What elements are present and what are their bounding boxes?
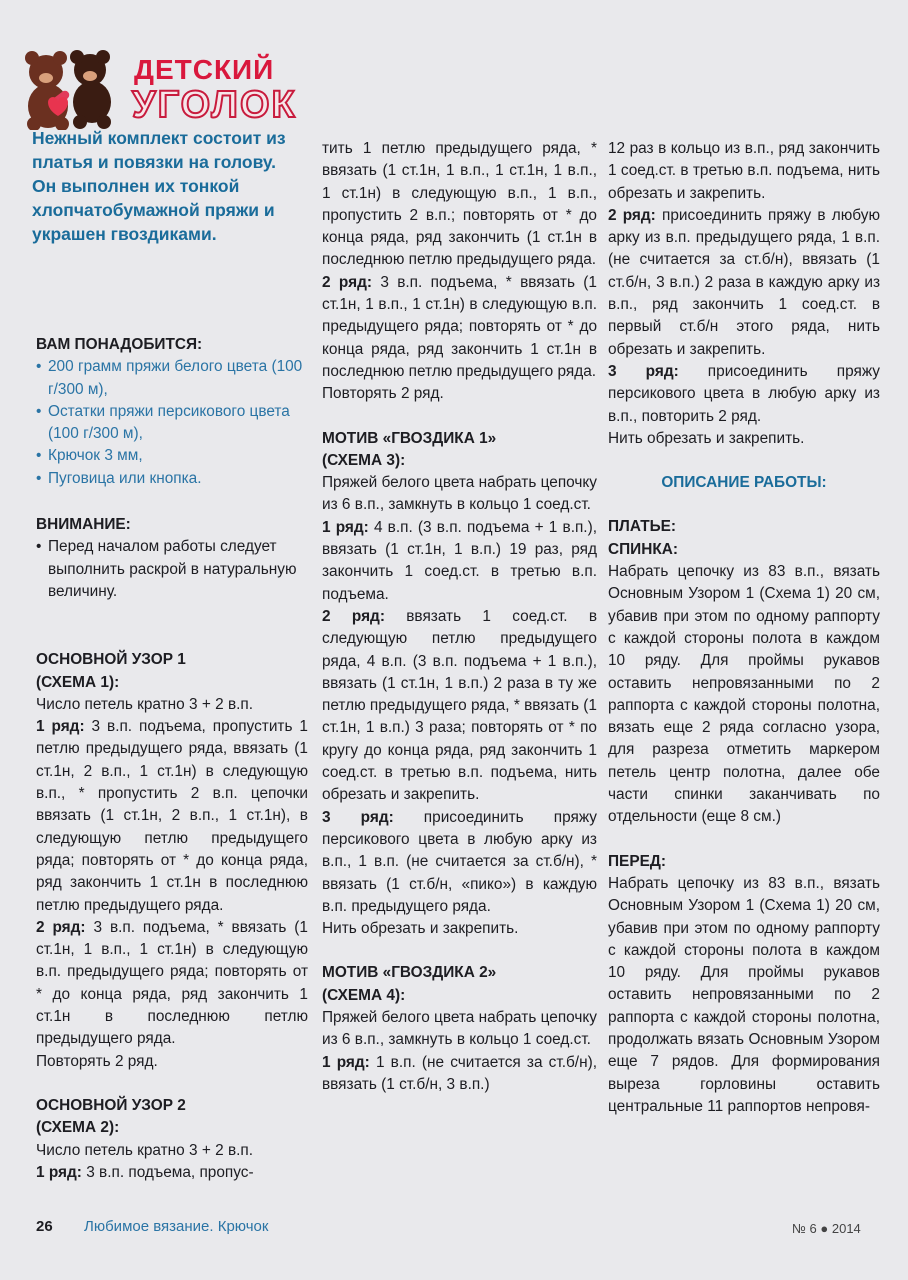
pattern1-subtitle: (СХЕМА 1): <box>36 673 120 691</box>
issue-number: № 6 ● 2014 <box>792 1221 861 1236</box>
header-title-line1: ДЕТСКИЙ <box>134 54 275 85</box>
magazine-name: Любимое вязание. Крючок <box>84 1218 269 1235</box>
motif2-subtitle: (СХЕМА 4): <box>322 986 406 1004</box>
list-item: • Крючок 3 мм, <box>36 445 308 467</box>
motif2-title: МОТИВ «ГВОЗДИКА 2» <box>322 964 497 982</box>
motif2-row2: 2 ряд: присоединить пряжу в любую арку из в.п. предыдущего ряда, 1 в.п. (не считается за ст.б/н), ввязать (1 ст.б/н, 3 в.п.) 2 раза в каждую арку из в.п., ряд закончить 1 соед.ст. в первый ст.б/н этого ряда, нить обрезать и закрепить. <box>608 206 880 358</box>
page-number: 26 <box>36 1218 53 1235</box>
list-item: • Пуговица или кнопка. <box>36 468 308 490</box>
pattern2-row1-start: 1 ряд: 3 в.п. подъема, пропус- <box>36 1163 254 1181</box>
motif2-end: Нить обрезать и закрепить. <box>608 429 805 447</box>
motif1-intro: Пряжей белого цвета набрать цепочку из 6 в.п., замкнуть в кольцо 1 соед.ст. <box>322 474 597 514</box>
pattern1-row1: 1 ряд: 3 в.п. подъема, пропустить 1 петлю предыдущего ряда, ввязать (1 ст.1н, 2 в.п., 1 ст.1н) в следующую в.п., * пропустить 2 в.п. цепочки ввязать (1 ст.1н, 2 в.п., 1 ст.1н), в следующую петлю предыдущего ряда; повторять от * до конца ряда, ряд закончить 1 ст.1н в последнюю петлю предыдущего ряда. <box>36 718 308 914</box>
motif1-row3: 3 ряд: присоединить пряжу персикового цвета в любую арку из в.п., 1 в.п. (не считается за ст.б/н), * ввязать (1 ст.б/н, «пико») в каждую в.п. предыдущего ряда. <box>322 808 597 915</box>
column-left <box>36 334 308 1184</box>
motif1-end: Нить обрезать и закрепить. <box>322 920 519 938</box>
section-header <box>14 38 324 138</box>
back-text: Набрать цепочку из 83 в.п., вязать Основным Узором 1 (Схема 1) 20 см, убавив при этом по одному раппорту с каждой стороны полота в каждом 10 ряду. Для проймы рукавов оставить непровязанными по 2 раппорта с каждой стороны полотна, вязать еще 2 ряда согласно узора, для разреза отметить маркером петель центр полотна, далее обе части спинки заканчивать по отдельности (еще 8 см.) <box>608 563 880 826</box>
motif1-subtitle: (СХЕМА 3): <box>322 451 406 469</box>
pattern1-row2: 2 ряд: 3 в.п. подъема, * ввязать (1 ст.1н, 1 в.п., 1 ст.1н) в следующую в.п. предыдущего ряда; повторять от * до конца ряда, ряд закончить 1 ст.1н в последнюю петлю предыдущего ряда. <box>36 918 308 1048</box>
motif2-row3: 3 ряд: присоединить пряжу персикового цвета в любую арку из в.п., повторить 2 ряд. <box>608 362 880 425</box>
pattern1-title: ОСНОВНОЙ УЗОР 1 <box>36 651 186 669</box>
front-text: Набрать цепочку из 83 в.п., вязать Основным Узором 1 (Схема 1) 20 см, убавив при этом по одному раппорту с каждой стороны полота в каждом 10 ряду. Для проймы рукавов оставить непровязанными по 2 раппорта с каждой стороны полотна, продолжать вязать Основным Узором еще 7 рядов. Для формирования выреза горловины оставить центральные 11 раппортов непровя- <box>608 874 880 1115</box>
front-title: ПЕРЕД: <box>608 852 666 870</box>
pattern2-repeat: Повторять 2 ряд. <box>322 385 444 403</box>
dress-title: ПЛАТЬЕ: <box>608 518 677 536</box>
list-item: • Остатки пряжи персикового цвета (100 г/300 м), <box>36 401 308 446</box>
attention-list <box>36 536 308 603</box>
back-title: СПИНКА: <box>608 540 678 558</box>
motif1-title: МОТИВ «ГВОЗДИКА 1» <box>322 429 497 447</box>
pattern2-title: ОСНОВНОЙ УЗОР 2 <box>36 1096 186 1114</box>
column-right <box>608 138 880 1118</box>
list-item: • Перед началом работы следует выполнить раскрой в натуральную величину. <box>36 536 308 603</box>
materials-list <box>36 356 308 490</box>
teddy-bears-logo <box>20 46 128 130</box>
motif2-row1-cont: 12 раз в кольцо из в.п., ряд закончить 1 соед.ст. в третью в.п. подъема, нить обрезать и закрепить. <box>608 140 880 202</box>
motif2-intro: Пряжей белого цвета набрать цепочку из 6 в.п., замкнуть в кольцо 1 соед.ст. <box>322 1008 597 1049</box>
attention-title: ВНИМАНИЕ: <box>36 516 131 534</box>
header-title-line2: УГОЛОК <box>132 84 297 126</box>
intro-text: Нежный комплект состоит из платья и повязки на голову. Он выполнен их тонкой хлопчатобумажной пряжи и украшен гвоздиками. <box>32 128 286 244</box>
pattern2-row1-cont: тить 1 петлю предыдущего ряда, * ввязать (1 ст.1н, 1 в.п., 1 ст.1н, 1 в.п., 1 ст.1н) в следующую в.п., 1 в.п., пропустить 2 в.п.; повторять от * до конца ряда, ряд закончить (1 ст.1н в последнюю петлю предыдущего ряда. <box>322 140 597 269</box>
motif1-row1: 1 ряд: 4 в.п. (3 в.п. подъема + 1 в.п.), ввязать (1 ст.1н, 1 в.п.) 19 раз, ряд закончить 1 соед.ст. в третью в.п. подъема. <box>322 518 597 603</box>
motif2-row1-start: 1 ряд: 1 в.п. (не считается за ст.б/н), ввязать (1 ст.б/н, 3 в.п.) <box>322 1053 597 1093</box>
motif1-row2: 2 ряд: ввязать 1 соед.ст. в следующую петлю предыдущего ряда, 4 в.п. (3 в.п. подъема + 1 в.п.), ввязать (1 ст.1н, 1 в.п.) 2 раза в ту же петлю предыдущего ряда, * ввязать (1 ст.1н, 1 в.п.) 3 раза; повторять от * по кругу до конца ряда, ряд закончить 1 соед.ст. в третью в.п. подъема, нить обрезать и закрепить. <box>322 607 597 804</box>
description-title: ОПИСАНИЕ РАБОТЫ: <box>661 474 827 492</box>
pattern1-ratio: Число петель кратно 3 + 2 в.п. <box>36 695 254 713</box>
pattern2-subtitle: (СХЕМА 2): <box>36 1119 120 1137</box>
pattern2-row2: 2 ряд: 3 в.п. подъема, * ввязать (1 ст.1н, 1 в.п., 1 ст.1н) в следующую в.п. предыдущего ряда; повторять от * до конца ряда, ряд закончить 1 ст.1н в последнюю петлю предыдущего ряда. <box>322 273 597 380</box>
list-item: • 200 грамм пряжи белого цвета (100 г/300 м), <box>36 356 308 401</box>
materials-title: ВАМ ПОНАДОБИТСЯ: <box>36 336 203 353</box>
pattern2-ratio: Число петель кратно 3 + 2 в.п. <box>36 1141 254 1159</box>
column-middle <box>322 138 597 1096</box>
pattern1-repeat: Повторять 2 ряд. <box>36 1052 158 1070</box>
